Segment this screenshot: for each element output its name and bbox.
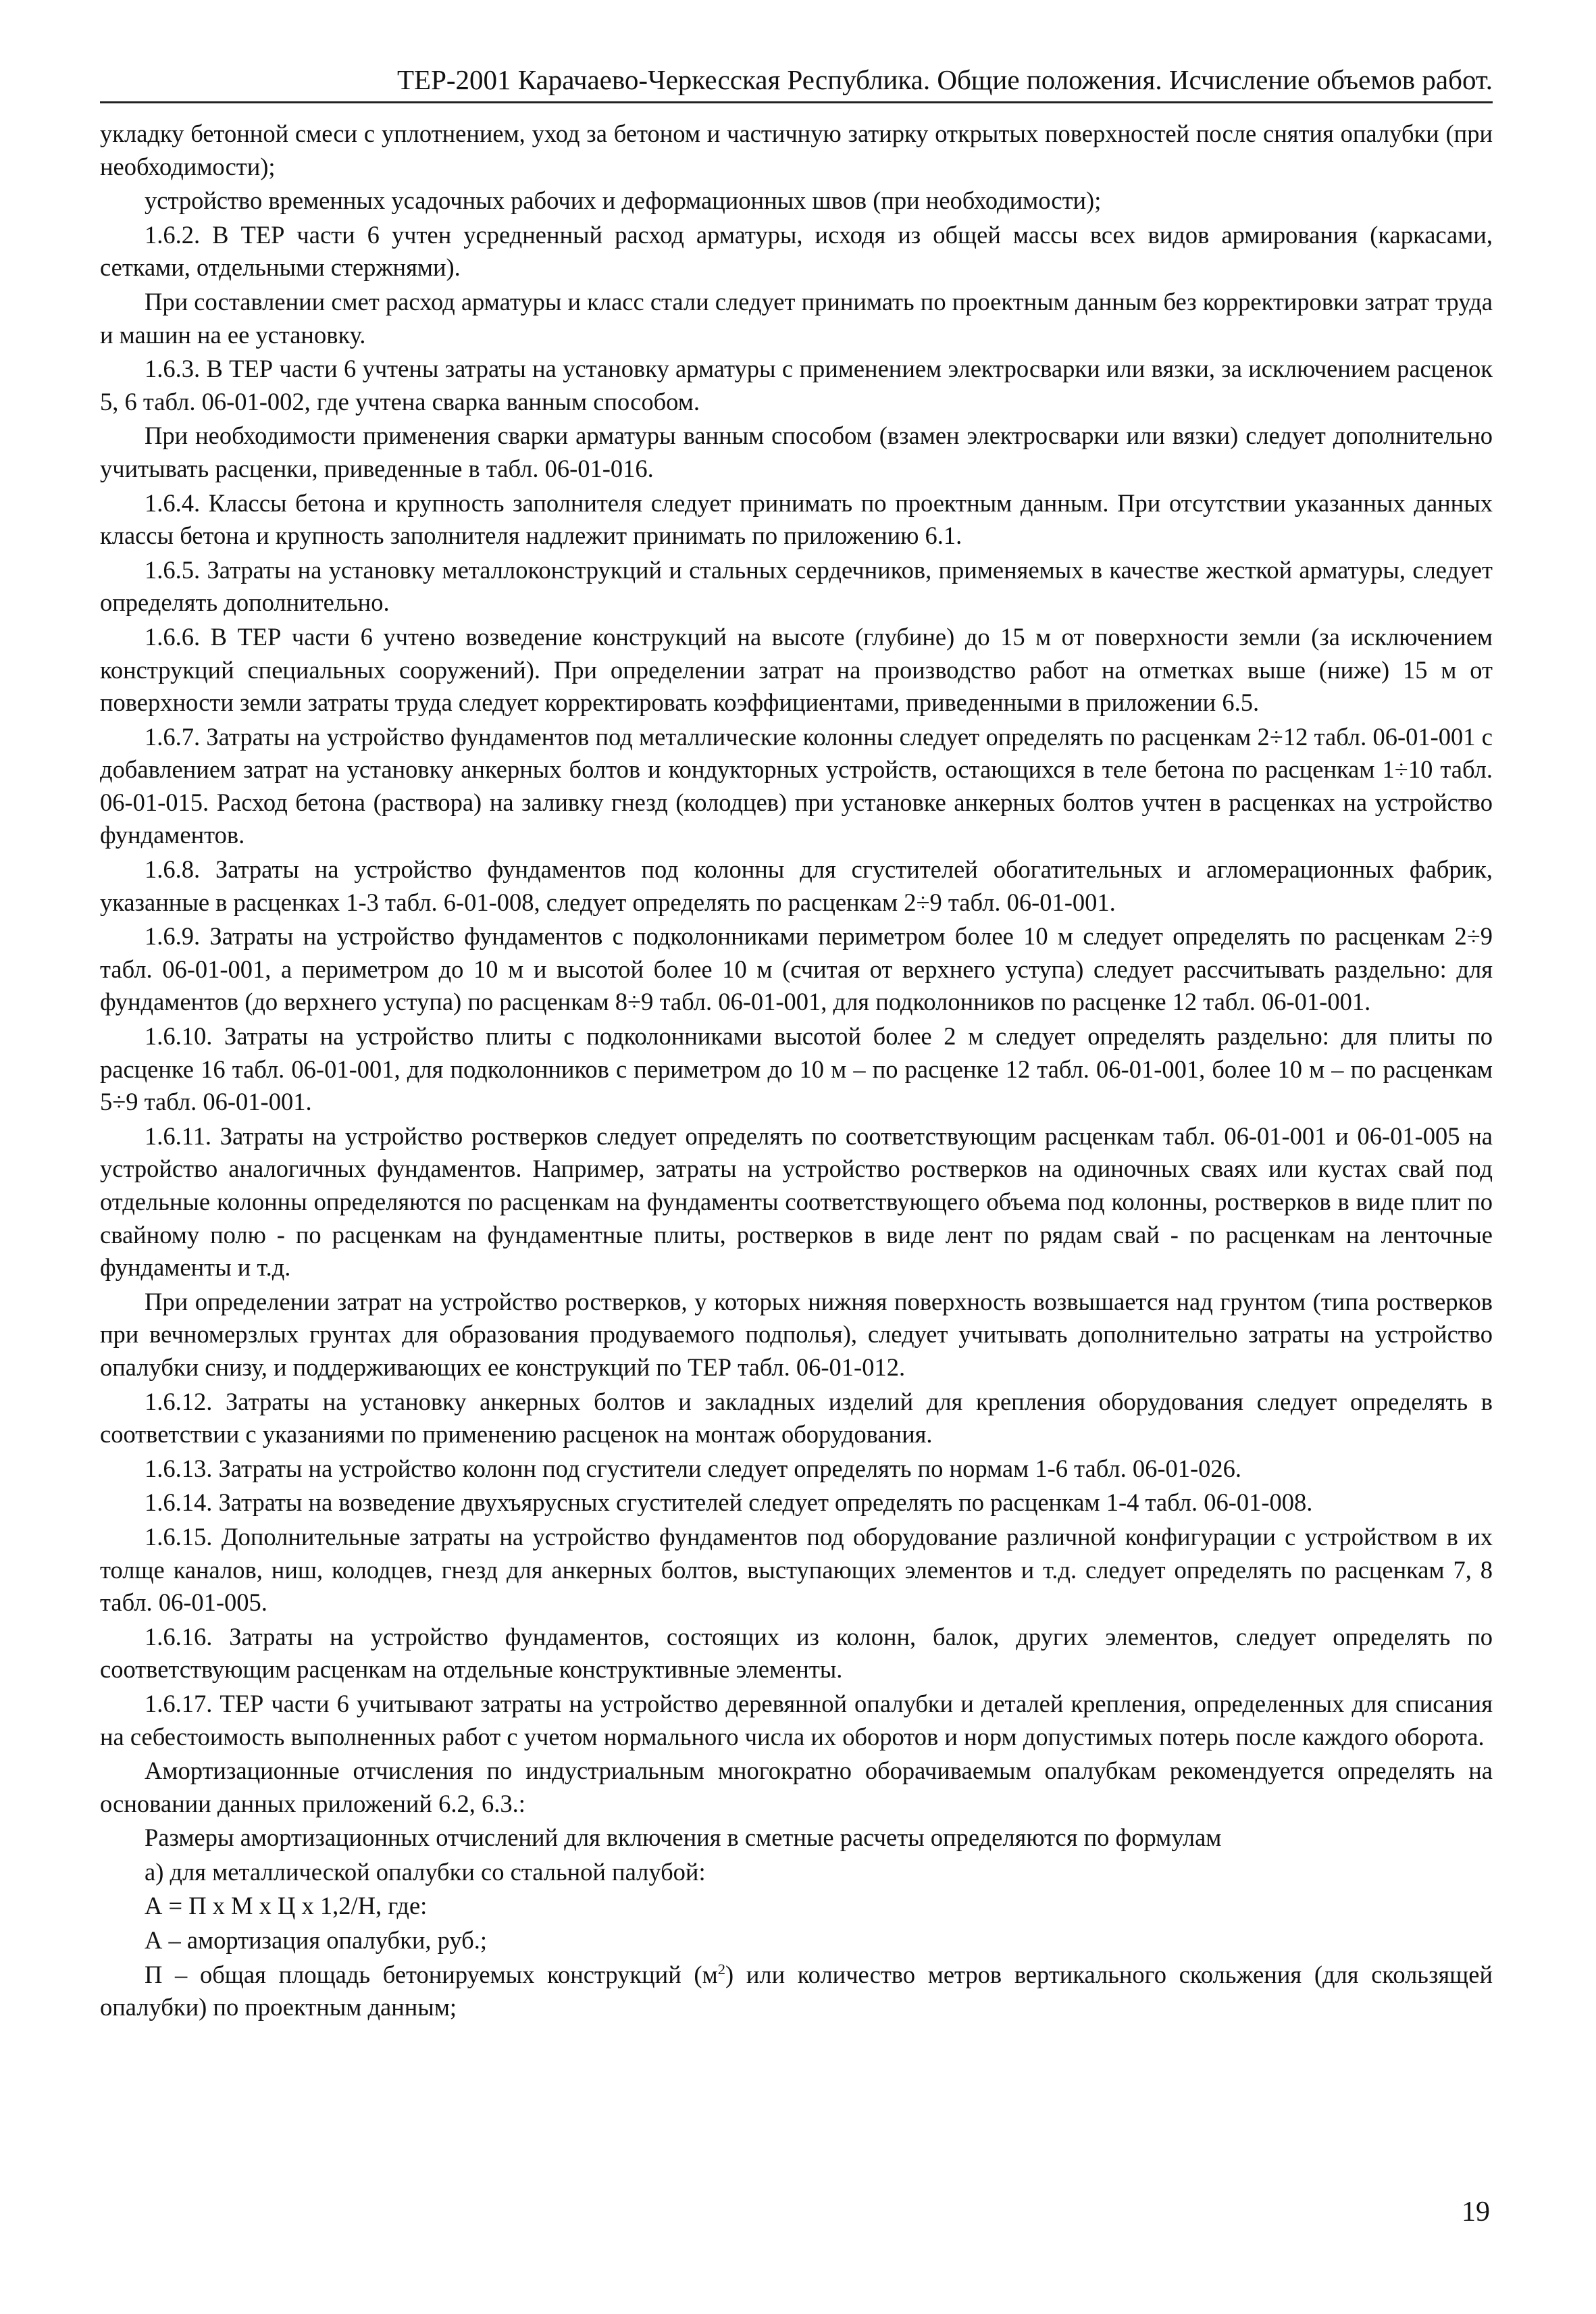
paragraph: 1.6.3. В ТЕР части 6 учтены затраты на установку арматуры с применением электросварки или вязки, за исключением расценок 5, 6 табл. 06-01-002, где учтена сварка ванным способом. bbox=[100, 355, 1493, 416]
paragraph: При составлении смет расход арматуры и класс стали следует принимать по проектным данным без корректировки затрат труда и машин на ее установку. bbox=[100, 287, 1493, 349]
text-fragment: ) или количество метров вертикального скольжения (для скользящей опалубки) по проектным данным; bbox=[100, 1960, 1493, 2021]
paragraph: 1.6.10. Затраты на устройство плиты с подколонниками высотой более 2 м следует определять раздельно: для плиты по расценке 16 табл. 06-01-001, для подколонников с периметром до 10 м – по расценке 12 табл. 06-01-001, более 10 м – по расценкам 5÷9 табл. 06-01-001. bbox=[100, 1022, 1493, 1116]
paragraph: 1.6.16. Затраты на устройство фундаментов, состоящих из колонн, балок, других элементов, следует определять по соответствующим расценкам на отдельные конструктивные элементы. bbox=[100, 1622, 1493, 1684]
paragraph: 1.6.6. В ТЕР части 6 учтено возведение конструкций на высоте (глубине) до 15 м от поверхности земли (за исключением конструкций специальных сооружений). При определении затрат на производство работ на отметках выше (ниже) 15 м от поверхности земли затраты труда следует корректировать коэффициентами, приведенными в приложении 6.5. bbox=[100, 622, 1493, 717]
paragraph: а) для металлической опалубки со стальной палубой: bbox=[145, 1857, 706, 1886]
paragraph: При определении затрат на устройство ростверков, у которых нижняя поверхность возвышается над грунтом (типа ростверков при вечномерзлых грунтах для образования продуваемого подполья), следует учитывать дополнительно затраты на устройство опалубки снизу, и поддерживающих ее конструкций по ТЕР табл. 06-01-012. bbox=[100, 1287, 1493, 1381]
paragraph-with-superscript bbox=[100, 1959, 1493, 2024]
paragraph: 1.6.15. Дополнительные затраты на устройство фундаментов под оборудование различной конфигурации с устройством в их толще каналов, ниш, колодцев, гнезд для анкерных болтов, выступающих элементов и т.д. следует определять по расценкам 7, 8 табл. 06-01-005. bbox=[100, 1522, 1493, 1617]
body-text bbox=[100, 118, 1493, 2026]
page-number: 19 bbox=[1462, 2196, 1490, 2228]
paragraph: 1.6.4. Классы бетона и крупность заполнителя следует принимать по проектным данным. При отсутствии указанных данных классы бетона и крупность заполнителя надлежит принимать по приложению 6.1. bbox=[100, 488, 1493, 550]
paragraph: При необходимости применения сварки арматуры ванным способом (взамен электросварки или вязки) следует дополнительно учитывать расценки, приведенные в табл. 06-01-016. bbox=[100, 422, 1493, 482]
paragraph: Размеры амортизационных отчислений для включения в сметные расчеты определяются по формулам bbox=[145, 1823, 1222, 1852]
document-page bbox=[100, 0, 1493, 2314]
paragraph: 1.6.12. Затраты на установку анкерных болтов и закладных изделий для крепления оборудования следует определять в соответствии с указаниями по применению расценок на монтаж оборудования. bbox=[100, 1387, 1493, 1449]
paragraph: 1.6.17. ТЕР части 6 учитывают затраты на устройство деревянной опалубки и деталей крепления, определенных для списания на себестоимость выполненных работ с учетом нормального числа их оборотов и норм допустимых потерь после каждого оборота. bbox=[100, 1689, 1493, 1751]
superscript: 2 bbox=[717, 1960, 725, 1978]
paragraph: 1.6.13. Затраты на устройство колонн под сгустители следует определять по нормам 1-6 табл. 06-01-026. bbox=[145, 1454, 1242, 1482]
paragraph: 1.6.2. В ТЕР части 6 учтен усредненный расход арматуры, исходя из общей массы всех видов армирования (каркасами, сетками, отдельными стержнями). bbox=[100, 220, 1493, 282]
paragraph: 1.6.14. Затраты на возведение двухъярусных сгустителей следует определять по расценкам 1-4 табл. 06-01-008. bbox=[145, 1488, 1313, 1517]
paragraph: А – амортизация опалубки, руб.; bbox=[145, 1926, 488, 1955]
paragraph: Амортизационные отчисления по индустриальным многократно оборачиваемым опалубкам рекомендуется определять на основании данных приложений 6.2, 6.3.: bbox=[100, 1757, 1493, 1817]
paragraph: 1.6.11. Затраты на устройство ростверков следует определять по соответствующим расценкам табл. 06-01-001 и 06-01-005 на устройство аналогичных фундаментов. Например, затраты на устройство ростверков на одиночных сваях или кустах свай под отдельные колонны определяются по расценкам на фундаменты соответствующего объема под колонны, ростверков в виде плит по свайному полю - по расценкам на фундаментные плиты, ростверков в виде лент по рядам свай - по расценкам на ленточные фундаменты и т.д. bbox=[100, 1122, 1493, 1282]
running-header: ТЕР-2001 Карачаево-Черкесская Республика. Общие положения. Исчисление объемов работ. bbox=[396, 64, 1493, 95]
paragraph: 1.6.8. Затраты на устройство фундаментов под колонны для сгустителей обогатительных и агломерационных фабрик, указанные в расценках 1-3 табл. 6-01-008, следует определять по расценкам 2÷9 табл. 06-01-001. bbox=[100, 855, 1493, 916]
header-divider bbox=[100, 101, 1493, 103]
paragraph: 1.6.7. Затраты на устройство фундаментов под металлические колонны следует определять по расценкам 2÷12 табл. 06-01-001 с добавлением затрат на установку анкерных болтов и кондукторных устройств, остающихся в теле бетона по расценкам 1÷10 табл. 06-01-015. Расход бетона (раствора) на заливку гнезд (колодцев) при установке анкерных болтов учтен в расценках на устройство фундаментов. bbox=[100, 722, 1493, 849]
text-fragment: П – общая площадь бетонируемых конструкций (м bbox=[145, 1960, 718, 1988]
formula: А = П х М х Ц х 1,2/Н, где: bbox=[145, 1892, 428, 1920]
paragraph: 1.6.5. Затраты на установку металлоконструкций и стальных сердечников, применяемых в качестве жесткой арматуры, следует определять дополнительно. bbox=[100, 555, 1493, 617]
paragraph: 1.6.9. Затраты на устройство фундаментов с подколонниками периметром более 10 м следует определять по расценкам 2÷9 табл. 06-01-001, а периметром до 10 м и высотой более 10 м (считая от верхнего уступа) следует рассчитывать раздельно: для фундаментов (до верхнего уступа) по расценкам 8÷9 табл. 06-01-001, для подколонников по расценке 12 табл. 06-01-001. bbox=[100, 922, 1493, 1016]
paragraph: устройство временных усадочных рабочих и деформационных швов (при необходимости); bbox=[145, 186, 1102, 215]
paragraph: укладку бетонной смеси с уплотнением, уход за бетоном и частичную затирку открытых поверхностей после снятия опалубки (при необходимости); bbox=[100, 120, 1493, 180]
